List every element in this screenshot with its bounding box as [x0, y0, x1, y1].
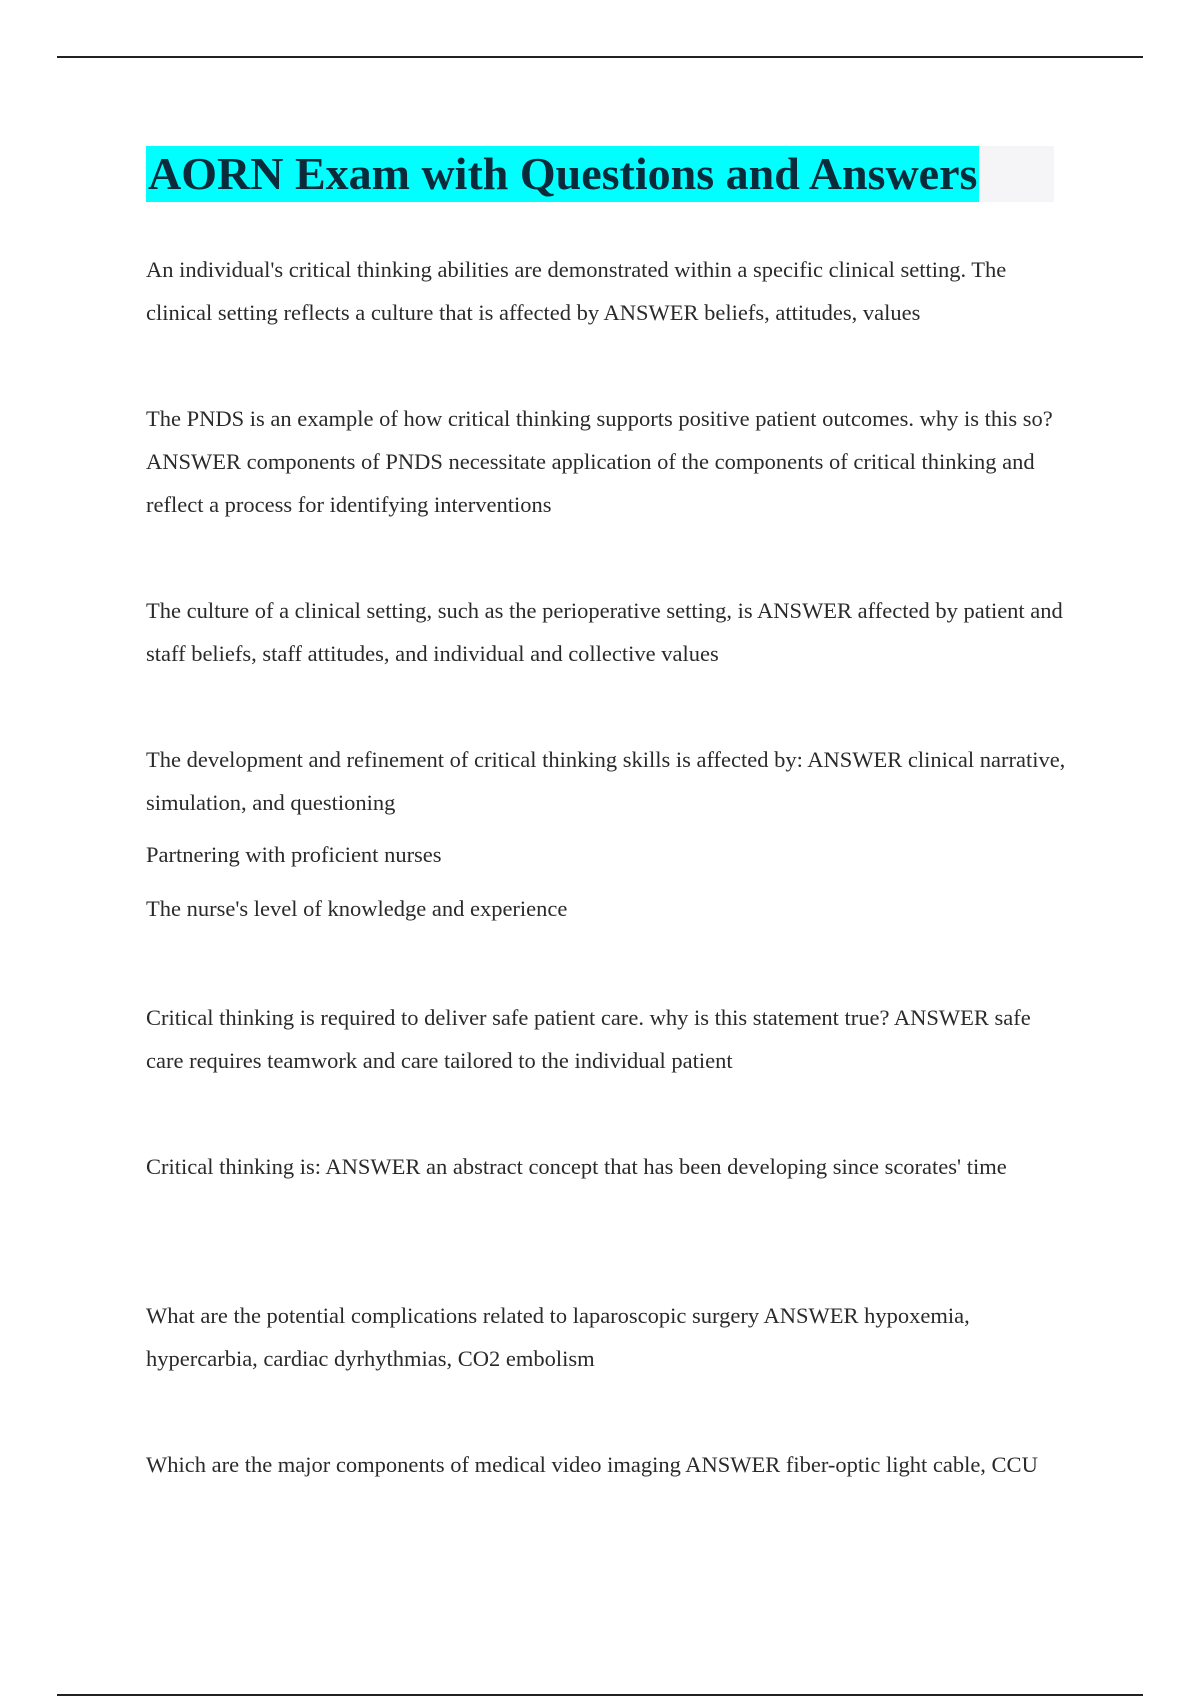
qa-entry-4-line-3: The nurse's level of knowledge and experience	[146, 896, 568, 921]
bottom-rule	[57, 1694, 1143, 1696]
qa-entry-3: The culture of a clinical setting, such as the perioperative setting, is ANSWER affected by patient and staff beliefs, staff attitudes, and individual and collective values	[146, 598, 1063, 666]
qa-entry-6: Critical thinking is: ANSWER an abstract concept that has been developing since scorates' time	[146, 1154, 1007, 1179]
qa-entry-7: What are the potential complications related to laparoscopic surgery ANSWER hypoxemia, hypercarbia, cardiac dyrhythmias, CO2 embolism	[146, 1303, 970, 1371]
document-title: AORN Exam with Questions and Answers	[146, 146, 979, 202]
qa-entry-5: Critical thinking is required to deliver safe patient care. why is this statement true? ANSWER safe care requires teamwork and care tailored to the individual patient	[146, 1005, 1031, 1073]
qa-entry-4: The development and refinement of critical thinking skills is affected by: ANSWER clinical narrative, simulation, and questioning	[146, 747, 1066, 815]
qa-entry-8: Which are the major components of medical video imaging ANSWER fiber-optic light cable, CCU	[146, 1452, 1038, 1477]
qa-entry-4-line-2: Partnering with proficient nurses	[146, 842, 442, 867]
qa-entry-1: An individual's critical thinking abilities are demonstrated within a specific clinical setting. The clinical setting reflects a culture that is affected by ANSWER beliefs, attitudes, values	[146, 257, 1007, 325]
qa-entry-2: The PNDS is an example of how critical thinking supports positive patient outcomes. why is this so? ANSWER components of PNDS necessitate application of the components of critical thinking and reflect a process for identifying interventions	[146, 406, 1053, 517]
top-rule	[57, 56, 1143, 58]
